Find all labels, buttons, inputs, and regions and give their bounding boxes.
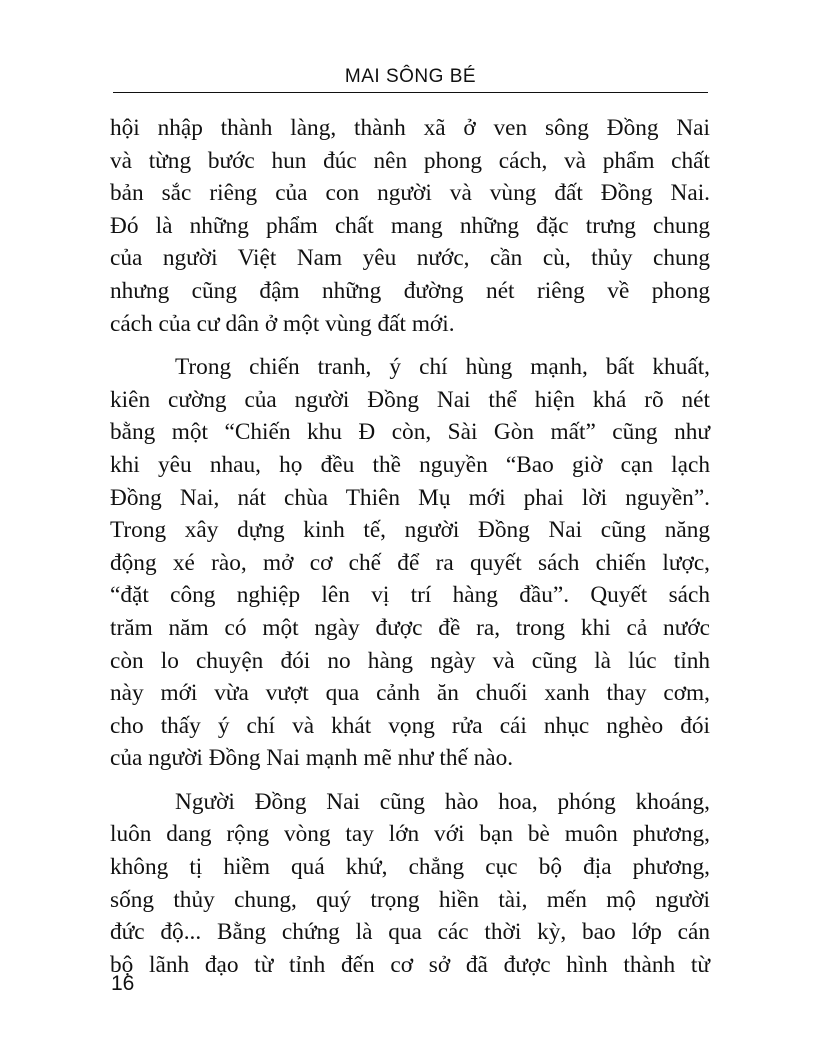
text-line: bản sắc riêng của con người và vùng đất Đồng Nai. [110, 180, 710, 207]
body-text [110, 112, 710, 981]
text-line: Đó là những phẩm chất mang những đặc trưng chung [110, 212, 710, 239]
text-line: còn lo chuyện đói no hàng ngày và cũng là lúc tỉnh [110, 647, 710, 674]
running-head-title: MAI SÔNG BÉ [113, 62, 708, 93]
page-number: 16 [111, 972, 135, 995]
text-line: động xé rào, mở cơ chế để ra quyết sách chiến lược, [110, 549, 710, 576]
text-line: bộ lãnh đạo từ tỉnh đến cơ sở đã được hình thành từ [110, 951, 710, 978]
text-line: Người Đồng Nai cũng hào hoa, phóng khoáng, [175, 788, 710, 815]
paragraph-3 [110, 786, 710, 982]
text-line: và từng bước hun đúc nên phong cách, và phẩm chất [110, 147, 710, 174]
text-line: cho thấy ý chí và khát vọng rửa cái nhục nghèo đói [110, 712, 710, 739]
text-line: sống thủy chung, quý trọng hiền tài, mến mộ người [110, 886, 710, 913]
text-line: Đồng Nai, nát chùa Thiên Mụ mới phai lời nguyền”. [110, 484, 710, 511]
text-line: Trong chiến tranh, ý chí hùng mạnh, bất khuất, [175, 354, 710, 381]
text-line: của người Việt Nam yêu nước, cần cù, thủy chung [110, 245, 710, 272]
text-line: nhưng cũng đậm những đường nét riêng về phong [110, 277, 710, 304]
text-line: “đặt công nghiệp lên vị trí hàng đầu”. Quyết sách [110, 582, 710, 609]
text-line: hội nhập thành làng, thành xã ở ven sông Đồng Nai [110, 115, 710, 141]
text-line: này mới vừa vượt qua cảnh ăn chuối xanh thay cơm, [110, 680, 710, 707]
text-line: Trong xây dựng kinh tế, người Đồng Nai cũng năng [110, 517, 710, 544]
text-line: cách của cư dân ở một vùng đất mới. [110, 310, 455, 337]
text-line: trăm năm có một ngày được đề ra, trong khi cả nước [110, 614, 710, 641]
text-line: của người Đồng Nai mạnh mẽ như thế nào. [110, 745, 514, 772]
text-line: không tị hiềm quá khứ, chẳng cục bộ địa phương, [110, 854, 710, 881]
text-line: đức độ... Bằng chứng là qua các thời kỳ, bao lớp cán [110, 919, 710, 946]
text-line: luôn dang rộng vòng tay lớn với bạn bè muôn phương, [110, 821, 710, 848]
paragraph-2 [110, 351, 710, 775]
text-line: bằng một “Chiến khu Đ còn, Sài Gòn mất” cũng như [110, 419, 710, 446]
text-line: khi yêu nhau, họ đều thề nguyền “Bao giờ cạn lạch [110, 451, 710, 478]
paragraph-1 [110, 112, 710, 340]
text-line: kiên cường của người Đồng Nai thể hiện khá rõ nét [110, 386, 710, 413]
